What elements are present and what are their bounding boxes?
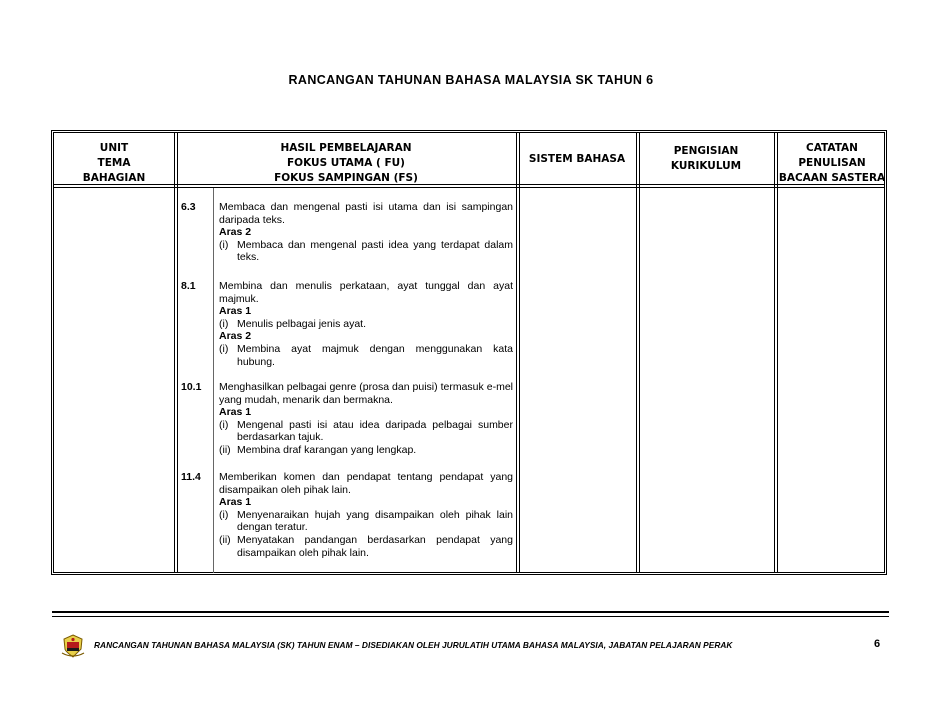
outcome-text: Membina dan menulis perkataan, ayat tunggal dan ayat majmuk.	[219, 280, 513, 305]
outcome-text: Menghasilkan pelbagai genre (prosa dan puisi) termasuk e-mel yang mudah, menarik dan bermakna.	[219, 381, 513, 406]
col-divider-3	[636, 132, 640, 573]
outcome-text: Memberikan komen dan pendapat tentang pendapat yang disampaikan oleh pihak lain.	[219, 471, 513, 496]
state-crest-icon	[60, 633, 86, 659]
outcome-number: 11.4	[181, 471, 201, 483]
col-divider-1	[174, 132, 178, 573]
sub-point: (ii) Membina draf karangan yang lengkap.	[219, 443, 417, 456]
sub-point: (i) Membina ayat majmuk dengan menggunakan kata hubung.	[219, 342, 513, 368]
sub-point: (i) Mengenal pasti isi atau idea daripada pelbagai sumber berdasarkan tajuk.	[219, 418, 513, 444]
outcome-body	[219, 381, 513, 457]
level-label: Aras 1	[219, 406, 252, 419]
level-label: Aras 2	[219, 226, 252, 239]
outcome-number: 8.1	[181, 280, 196, 292]
level-label: Aras 1	[219, 305, 252, 318]
page-number: 6	[874, 638, 881, 650]
outcome-body	[219, 471, 513, 559]
sub-point: (i) Membaca dan mengenal pasti idea yang terdapat dalam teks.	[219, 238, 513, 264]
sub-point: (ii) Menyatakan pandangan berdasarkan pendapat yang disampaikan oleh pihak lain.	[219, 533, 513, 559]
outcome-body	[219, 201, 513, 264]
page-title: RANCANGAN TAHUNAN BAHASA MALAYSIA SK TAHUN 6	[288, 73, 654, 87]
level-label: Aras 1	[219, 496, 252, 509]
sub-point: (i) Menulis pelbagai jenis ayat.	[219, 317, 366, 330]
header-hasil: HASIL PEMBELAJARAN FOKUS UTAMA ( FU) FOKUS SAMPINGAN (FS)	[274, 142, 418, 184]
header-sistem-bahasa: SISTEM BAHASA	[528, 153, 626, 165]
header-catatan: CATATAN PENULISAN BACAAN SASTERA	[778, 142, 886, 184]
col-divider-4	[774, 132, 778, 573]
footer-text: RANCANGAN TAHUNAN BAHASA MALAYSIA (SK) TAHUN ENAM – DISEDIAKAN OLEH JURULATIH UTAMA BAHASA MALAYSIA, JABATAN PELAJARAN PERAK	[94, 640, 733, 650]
footer-rule	[52, 611, 889, 613]
footer-rule-thin	[52, 616, 889, 617]
outcome-text: Membaca dan mengenal pasti isi utama dan isi sampingan daripada teks.	[219, 201, 513, 226]
header-pengisian: PENGISIAN KURIKULUM	[670, 145, 742, 172]
sub-point: (i) Menyenaraikan hujah yang disampaikan oleh pihak lain dengan teratur.	[219, 508, 513, 534]
col-divider-2	[516, 132, 520, 573]
outcome-number: 6.3	[181, 201, 196, 213]
header-unit: UNIT TEMA BAHAGIAN	[82, 142, 146, 184]
outcome-number: 10.1	[181, 381, 202, 393]
outcome-body	[219, 280, 513, 368]
level-label: Aras 2	[219, 330, 252, 343]
